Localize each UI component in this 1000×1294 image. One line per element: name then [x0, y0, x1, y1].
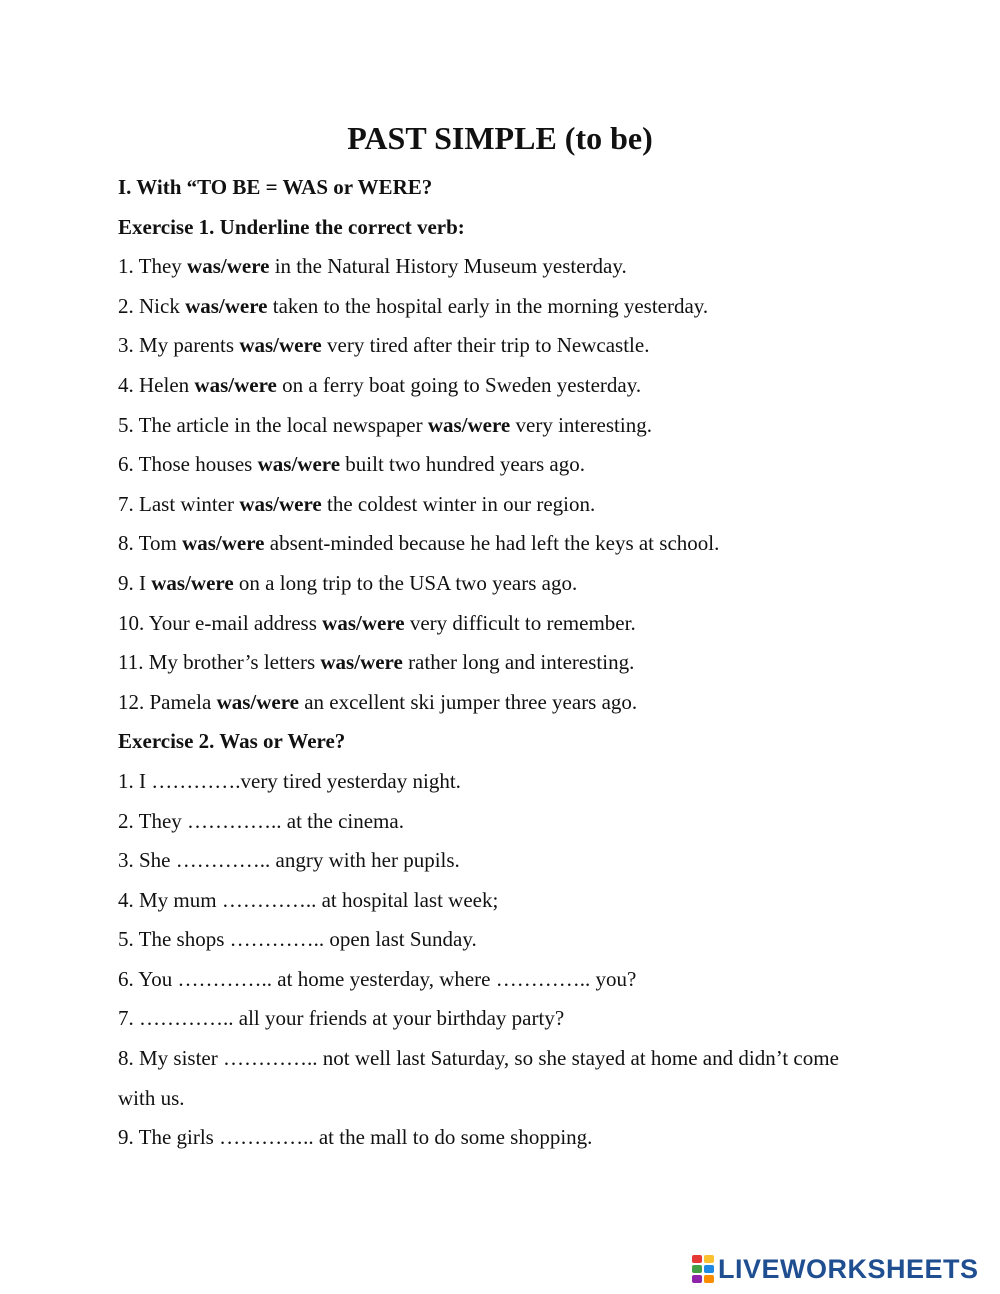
exercise-1-item: 7. Last winter was/were the coldest winter in our region. — [118, 491, 596, 516]
logo-square — [704, 1265, 714, 1273]
verb-choice[interactable]: was/were — [427, 412, 511, 437]
logo-square — [692, 1265, 702, 1273]
logo-square — [704, 1255, 714, 1263]
exercise-1-item: 3. My parents was/were very tired after their trip to Newcastle. — [118, 333, 650, 358]
worksheet-content — [118, 168, 878, 1158]
logo-mark-icon — [692, 1255, 714, 1283]
exercise-1-heading: Exercise 1. Underline the correct verb: — [118, 214, 465, 239]
exercise-2-item[interactable]: 6. You ………….. at home yesterday, where ………….. you? — [118, 966, 637, 991]
verb-choice[interactable]: was/were — [194, 372, 277, 397]
exercise-2-heading: Exercise 2. Was or Were? — [118, 729, 346, 754]
exercise-2-item[interactable]: 3. She ………….. angry with her pupils. — [118, 848, 460, 873]
exercise-1-item: 8. Tom was/were absent-minded because he had left the keys at school. — [118, 531, 720, 556]
exercise-1-item: 9. I was/were on a long trip to the USA two years ago. — [118, 570, 578, 595]
exercise-1-item: 6. Those houses was/were built two hundred years ago. — [118, 452, 585, 477]
exercise-2-item[interactable]: 1. I ………….very tired yesterday night. — [118, 768, 461, 793]
logo-square — [692, 1255, 702, 1263]
exercise-2-item[interactable]: 8. My sister ………….. not well last Saturday, so she stayed at home and didn’t come with us. — [118, 1046, 839, 1110]
verb-choice[interactable]: was/were — [239, 333, 322, 358]
exercise-1-item: 4. Helen was/were on a ferry boat going to Sweden yesterday. — [118, 372, 642, 397]
exercise-2-item[interactable]: 9. The girls ………….. at the mall to do some shopping. — [118, 1125, 593, 1150]
logo-square — [704, 1275, 714, 1283]
verb-choice[interactable]: was/were — [185, 293, 268, 318]
verb-choice[interactable]: was/were — [216, 689, 299, 714]
verb-choice[interactable]: was/were — [257, 452, 341, 477]
logo-text: LIVEWORKSHEETS — [718, 1254, 979, 1284]
section-heading: I. With “TO BE = WAS or WERE? — [118, 175, 433, 199]
exercise-1-list — [118, 247, 878, 722]
exercise-1-item: 2. Nick was/were taken to the hospital early in the morning yesterday. — [118, 293, 709, 318]
exercise-2-list — [118, 762, 878, 1158]
verb-choice[interactable]: was/were — [151, 570, 234, 595]
exercise-1-item: 11. My brother’s letters was/were rather long and interesting. — [118, 650, 635, 675]
exercise-2-item[interactable]: 2. They ………….. at the cinema. — [118, 808, 404, 833]
exercise-2-item[interactable]: 5. The shops ………….. open last Sunday. — [118, 927, 477, 952]
exercise-1-item: 1. They was/were in the Natural History Museum yesterday. — [118, 254, 627, 279]
exercise-2-item[interactable]: 7. ………….. all your friends at your birthday party? — [118, 1006, 565, 1031]
verb-choice[interactable]: was/were — [239, 491, 322, 516]
verb-choice[interactable]: was/were — [182, 531, 265, 556]
logo-square — [692, 1275, 702, 1283]
exercise-1-item: 10. Your e-mail address was/were very difficult to remember. — [118, 610, 636, 635]
verb-choice[interactable]: was/were — [187, 254, 270, 279]
exercise-2-item[interactable]: 4. My mum ………….. at hospital last week; — [118, 887, 499, 912]
exercise-1-item: 5. The article in the local newspaper was/were very interesting. — [118, 412, 652, 437]
liveworksheets-logo — [692, 1253, 979, 1285]
page-title: PAST SIMPLE (to be) — [347, 120, 653, 156]
verb-choice[interactable]: was/were — [320, 650, 403, 675]
verb-choice[interactable]: was/were — [322, 610, 405, 635]
exercise-1-item: 12. Pamela was/were an excellent ski jumper three years ago. — [118, 689, 638, 714]
